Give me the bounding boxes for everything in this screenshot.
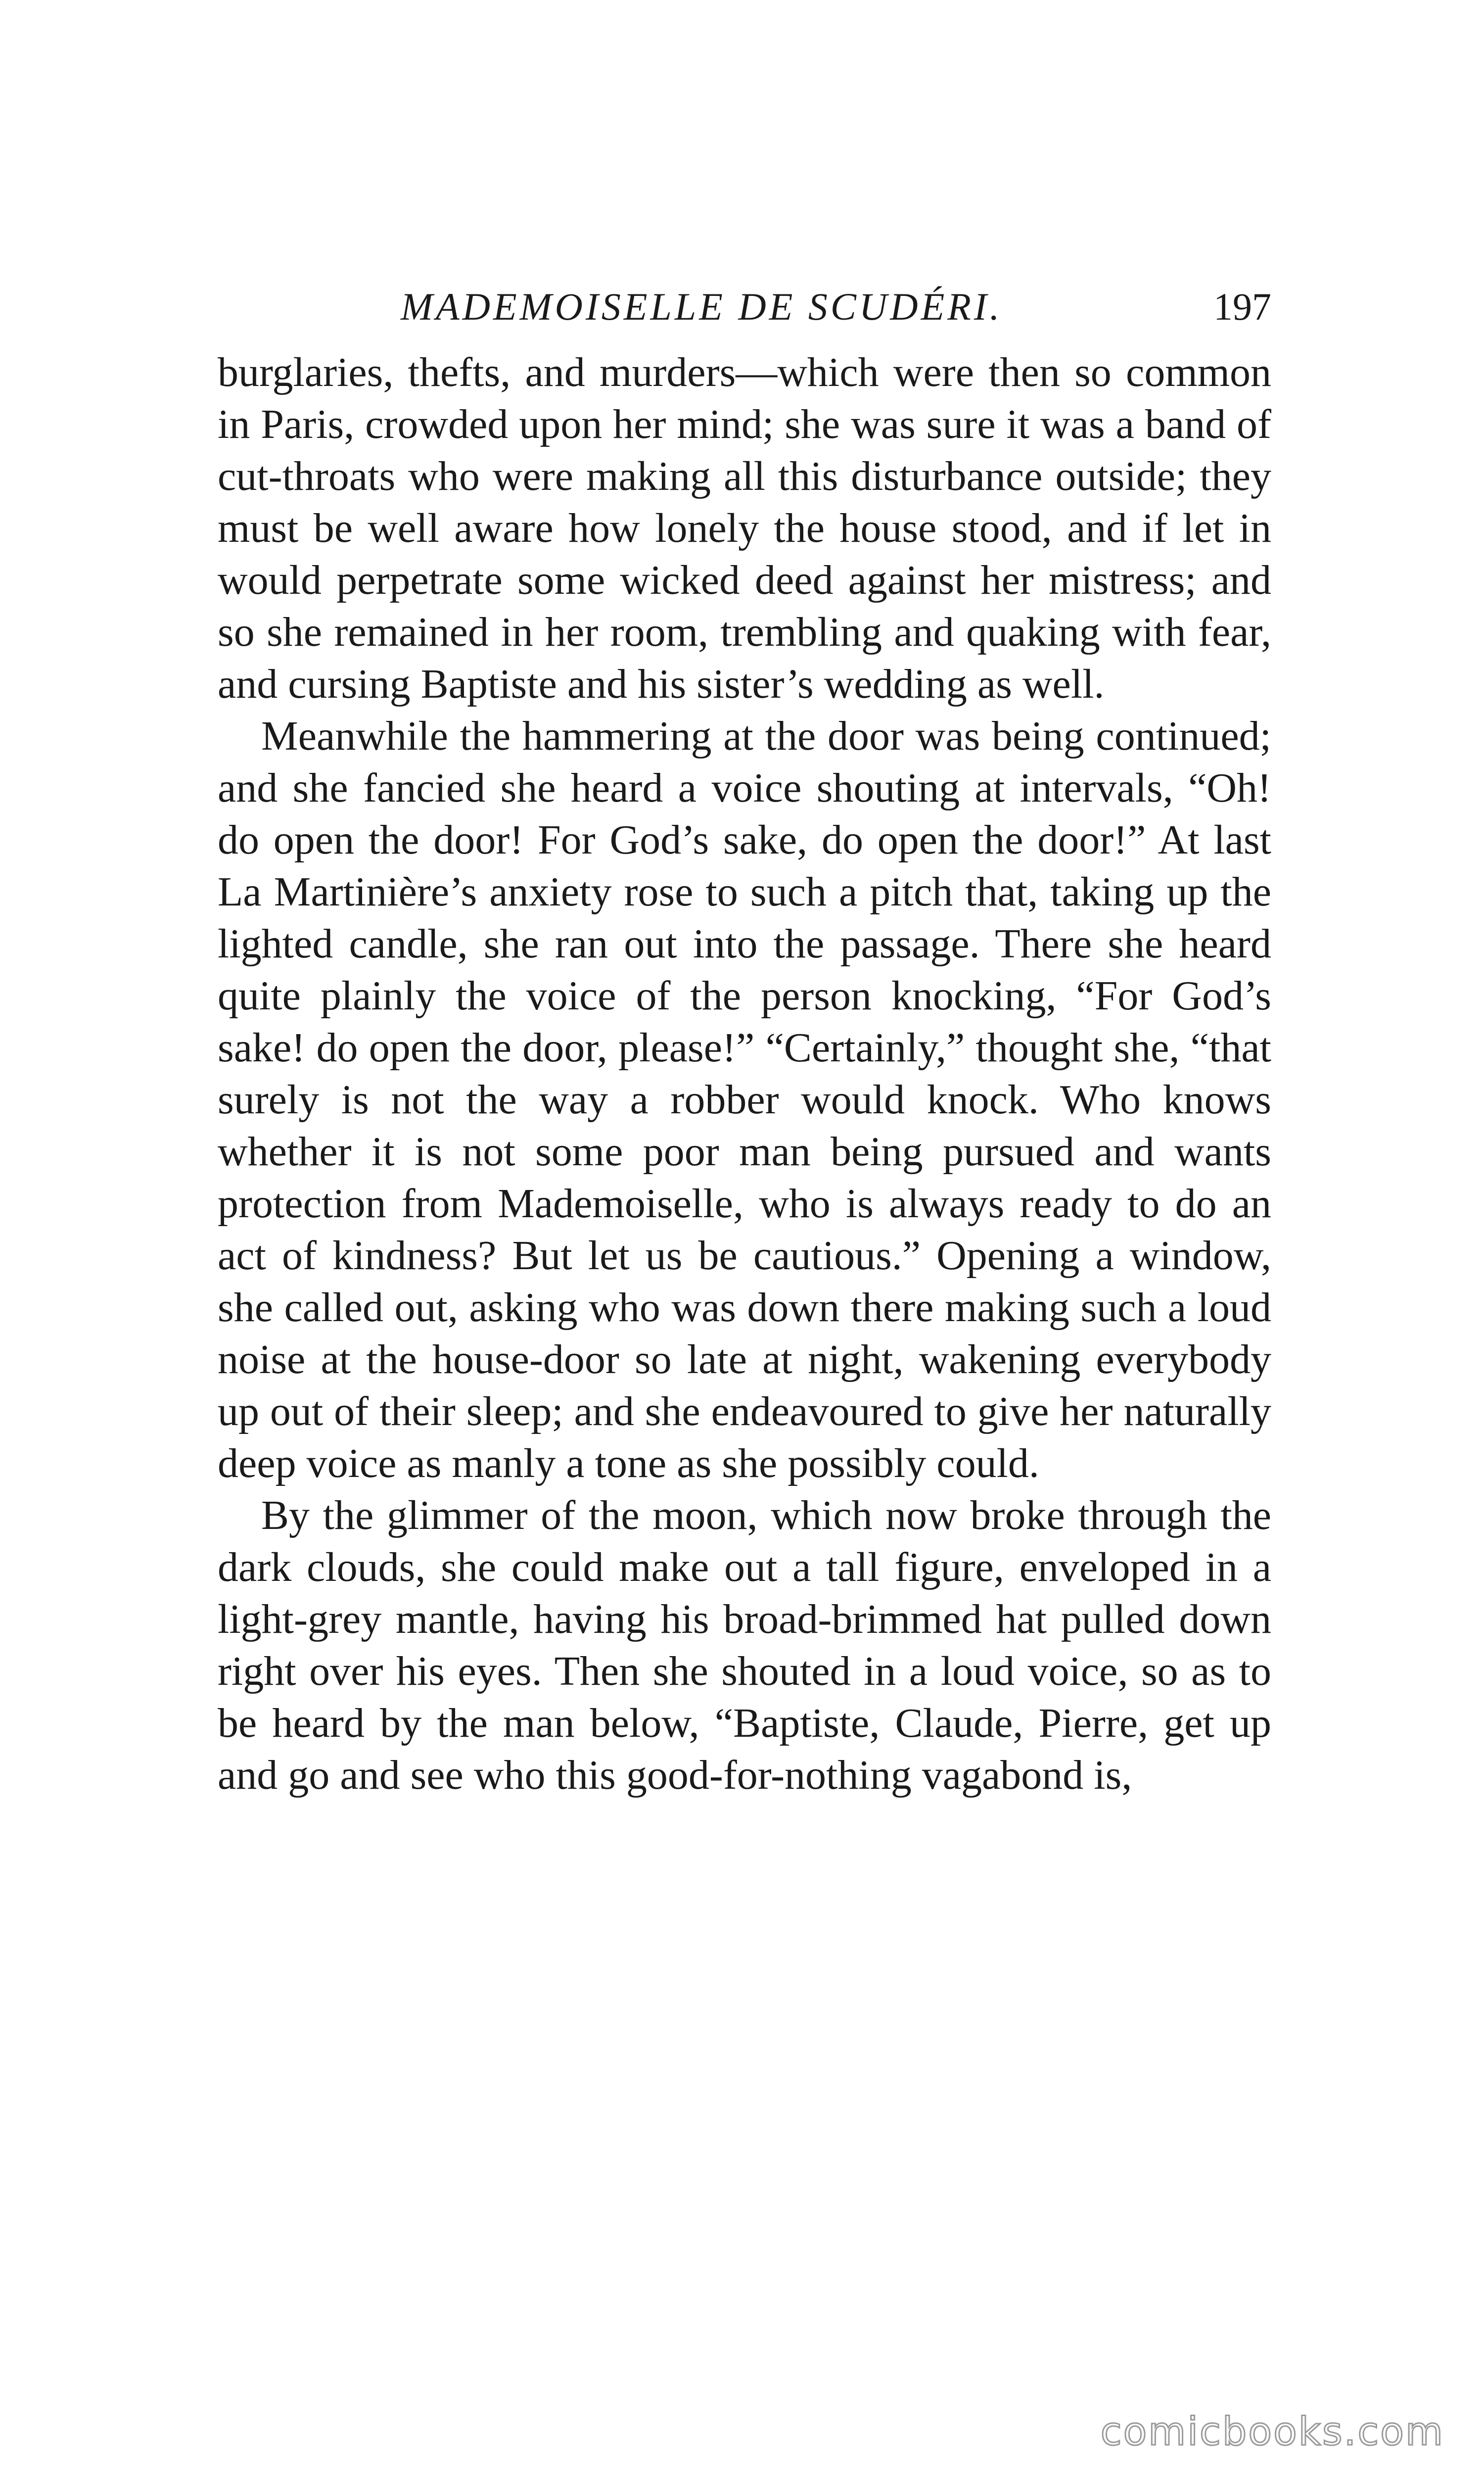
paragraph-continued: burglaries, thefts, and murders—which were then so common in Paris, crowded upon her mind; she was sure it was a band of cut-throats who were making all this disturbance outside; they must be well aware how lonely the house stood, and if let in would perpetrate some wicked deed against her mistress; and so she remained in her room, trembling and quaking with fear, and cursing Baptiste and his sister’s wedding as well. bbox=[218, 349, 1271, 707]
running-title: MADEMOISELLE DE SCUDÉRI. bbox=[401, 285, 1003, 328]
text-body bbox=[218, 346, 1271, 1801]
paragraph: Meanwhile the hammering at the door was being continued; and she fancied she heard a voice shouting at intervals, “Oh! do open the door! For God’s sake, do open the door!” At last La Martinière’s anxiety rose to such a pitch that, taking up the lighted candle, she ran out into the passage. There she heard quite plainly the voice of the person knocking, “For God’s sake! do open the door, please!” “Certainly,” thought she, “that surely is not the way a robber would knock. Who knows whether it is not some poor man being pursued and wants protection from Mademoiselle, who is always ready to do an act of kindness? But let us be cautious.” Opening a window, she called out, asking who was down there making such a loud noise at the house-door so late at night, wakening everybody up out of their sleep; and she endeavoured to give her naturally deep voice as manly a tone as she possibly could. bbox=[218, 713, 1271, 1486]
page-number: 197 bbox=[1213, 285, 1271, 328]
watermark: comicbooks.com bbox=[1100, 2410, 1444, 2454]
running-header bbox=[218, 277, 1271, 336]
paragraph: By the glimmer of the moon, which now broke through the dark clouds, she could make out a tall figure, enveloped in a light-grey mantle, having his broad-brimmed hat pulled down right over his eyes. Then she shouted in a loud voice, so as to be heard by the man below, “Baptiste, Claude, Pierre, get up and go and see who this good-for-nothing vagabond is, bbox=[218, 1492, 1271, 1798]
